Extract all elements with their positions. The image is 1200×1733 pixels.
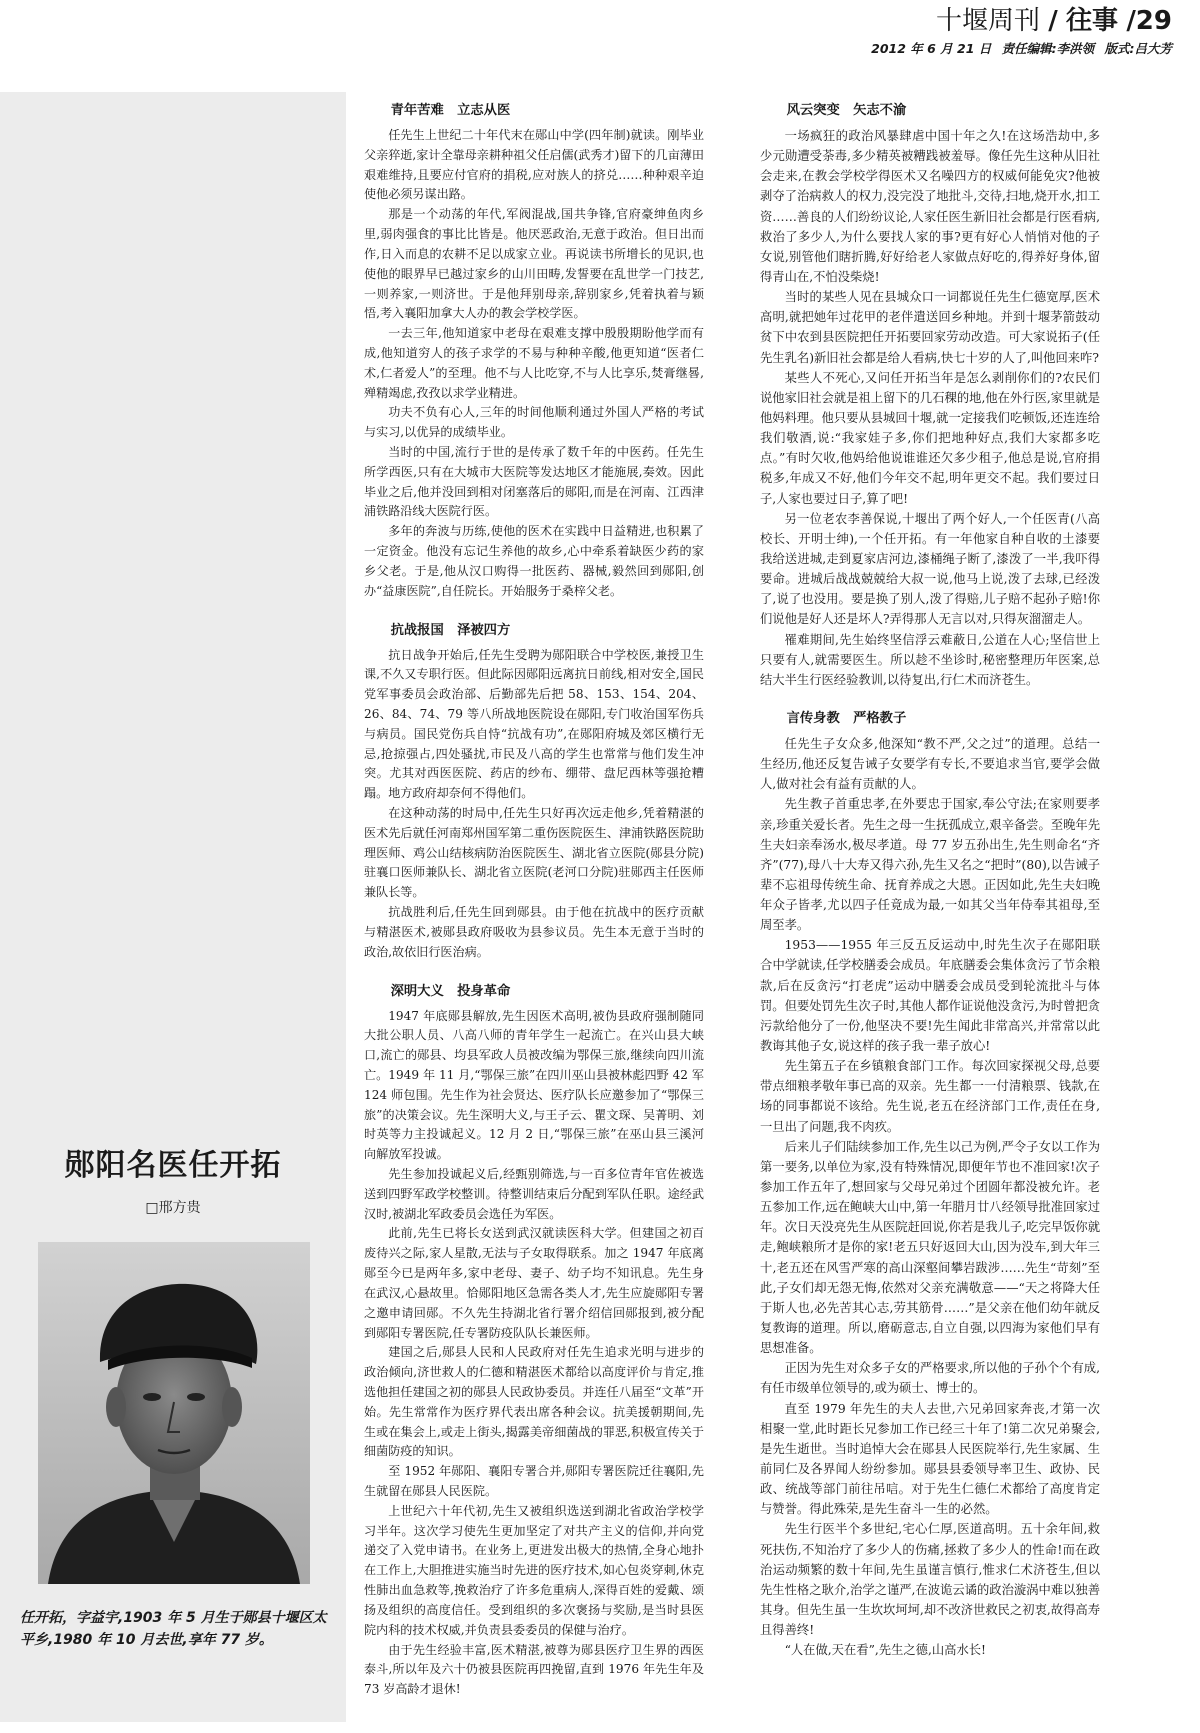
article-column-1 (364, 96, 704, 1700)
section-name: 往事 (1066, 6, 1119, 36)
section-heading: 深明大义 投身革命 (390, 983, 511, 999)
portrait-photo (38, 1242, 310, 1584)
section-heading: 抗战报国 泽被四方 (390, 622, 511, 638)
body-paragraph: 后来儿子们陆续参加工作,先生以己为例,严令子女以工作为第一要务,以单位为家,没有特殊情况,即便年节也不准回家!次子参加工作五年了,想回家与父母兄弟过个团圆年都没被允许。老五参加工作,远在鲍峡大山中,第一年腊月廿八经领导批准回家过年。次日天没亮先生从医院赶回说,你若是我儿子,吃完早饭你就走,鲍峡粮所才是你的家!老五只好返回大山,因为没车,到大年三十,老五还在风雪严寒的高山深壑间攀岩跋涉……先生“苛刻”至此,子女们却无怨无悔,依然对父亲充满敬意——“天之将降大任于斯人也,必先苦其心志,劳其筋骨……”是父亲在他们幼年就反复教诲的道理。所以,磨砺意志,自立自强,以四海为家他们早有思想准备。 (760, 1139, 1100, 1356)
body-paragraph: 任先生子女众多,他深知“教不严,父之过”的道理。总结一生经历,他还反复告诫子女要学有专长,不要追求当官,要学会做人,做对社会有益有贡献的人。 (760, 736, 1100, 792)
body-paragraph: 直至 1979 年先生的夫人去世,六兄弟回家奔丧,才第一次相聚一堂,此时距长兄参加工作已经三十年了!第二次兄弟聚会,是先生逝世。当时追悼大会在郧县人民医院举行,先生家属、生前同仁及各界闻人纷纷参加。郧县县委领导率卫生、政协、民政、统战等部门前往吊唁。对于先生仁德仁术都给了高度肯定与赞誉。得此殊荣,是先生奋斗一生的必然。 (760, 1401, 1100, 1517)
layout-credit: 版式:吕大芳 (1104, 41, 1172, 56)
body-paragraph: 由于先生经验丰富,医术精湛,被尊为郧县医疗卫生界的西医泰斗,所以年及六十仍被县医院再四挽留,直到 1976 年先生年及 73 岁高龄才退休! (364, 1642, 704, 1697)
body-paragraph: 罹难期间,先生始终坚信浮云难蔽日,公道在人心;坚信世上只要有人,就需要医生。所以趁不坐诊时,秘密整理历年医案,总结大半生行医经验教训,以待复出,行仁术而济苍生。 (760, 632, 1100, 687)
section-gap (760, 690, 1100, 704)
article-headline: 郧阳名医任开拓 (64, 1148, 282, 1183)
body-paragraph: 先生第五子在乡镇粮食部门工作。每次回家探视父母,总要带点细粮孝敬年事已高的双亲。先生都一一付清粮票、钱款,在场的同事都说不该给。先生说,老五在经济部门工作,责任在身,一旦出了问题,我不肉疚。 (760, 1059, 1100, 1134)
section-heading: 青年苦难 立志从医 (390, 103, 511, 118)
article-byline: □邢方贵 (145, 1200, 201, 1216)
body-paragraph: 某些人不死心,又问任开拓当年是怎么剥削你们的?农民们说他家旧社会就是祖上留下的几石稞的地,他在外行医,家里就是他妈料理。他只要从县城回十堰,就一定接我们吃顿饭,还连连给我们敬酒,说:“我家娃子多,你们把地种好点,我们大家都多吃点。”有时欠收,他妈给他说谁谁还欠多少租子,他总是说,官府捐税多,年成又不好,他们今年交不起,明年更交不起。我们要过日子,人家也要过日子,算了吧! (760, 370, 1100, 506)
body-paragraph: 至 1952 年郧阳、襄阳专署合并,郧阳专署医院迁往襄阳,先生就留在郧县人民医院。 (364, 1464, 704, 1498)
title-sidebar (0, 92, 346, 1722)
body-paragraph: 任先生上世纪二十年代末在郧山中学(四年制)就读。刚毕业父亲猝逝,家计全靠母亲耕种祖父任启儒(武秀才)留下的几亩薄田艰难维持,且要应付官府的捐税,应对族人的挤兑……种种艰辛迫使他必须另谋出路。 (364, 128, 704, 202)
body-paragraph: 功夫不负有心人,三年的时间他顺利通过外国人严格的考试与实习,以优异的成绩毕业。 (364, 405, 704, 440)
body-paragraph: 上世纪六十年代初,先生又被组织选送到湖北省政治学校学习半年。这次学习使先生更加坚定了对共产主义的信仰,并向党递交了入党申请书。在业务上,更进发出极大的热情,全身心地扑在工作上,大胆推进实施当时先进的医疗技术,如心包炎穿刺,休克性肺出血急救等,挽救治疗了许多危重病人,深得百姓的爱戴、颂扬及组织的高度信任。受到组织的多次褒扬与奖励,是当时县医院内科的技术权威,并负责县委委员的保健与治疗。 (364, 1503, 704, 1637)
body-paragraph: 一去三年,他知道家中老母在艰难支撑中殷殷期盼他学而有成,他知道穷人的孩子求学的不易与种种辛酸,他更知道“医者仁术,仁者爱人”的至理。他不与人比吃穿,不与人比享乐,焚膏继晷,殚精竭虑,孜孜以求学业精进。 (364, 326, 704, 400)
editor-credit: 责任编辑:李洪领 (1001, 41, 1095, 56)
body-paragraph: 抗战胜利后,任先生回到郧县。由于他在抗战中的医疗贡献与精湛医术,被郧县政府吸收为县参议员。先生本无意于当时的政治,故依旧行医治病。 (364, 905, 704, 959)
body-paragraph: 多年的奔波与历练,使他的医术在实践中日益精进,也积累了一定资金。他没有忘记生养他的故乡,心中牵系着缺医少药的家乡父老。于是,他从汉口购得一批医药、器械,毅然回到郧阳,创办“益康医院”,自任院长。开始服务于桑梓父老。 (364, 524, 704, 598)
page-header (865, 6, 1172, 57)
body-paragraph: 一场疯狂的政治风暴肆虐中国十年之久!在这场浩劫中,多少元勋遭受荼毒,多少精英被糟践被羞辱。像任先生这种从旧社会走来,在教会学校学得医术又名噪四方的权威何能免灾?他被剥夺了治病救人的权力,没完没了地批斗,交待,扫地,烧开水,扣工资……善良的人们纷纷议论,人家任医生新旧社会都是行医看病,救治了多少人,为什么要找人家的事?更有好心人悄悄对他的子女说,别管他们瞎折腾,好好给老人家做点好吃的,得养好身体,留得青山在,不怕没柴烧! (760, 129, 1100, 284)
body-paragraph: 先生教子首重忠孝,在外要忠于国家,奉公守法;在家则要孝亲,珍重关爱长者。先生之母一生抚孤成立,艰辛备尝。至晚年先生夫妇亲奉汤水,极尽孝道。母 77 岁五孙出生,先生则命名“齐齐”(77),母八十大寿又得六孙,先生又名之“把时”(80),以告诫子辈不忘祖母传统生命、抚育养成之大恩。正因如此,先生夫妇晚年众子皆孝,尤以四子任竟成为最,一如其父当年侍奉其祖母,至周至孝。 (760, 797, 1100, 933)
body-paragraph: 在这种动荡的时局中,任先生只好再次远走他乡,凭着精湛的医术先后就任河南郑州国军第二重伤医院医生、津浦铁路医院助理医师、鸡公山结核病防治医院医生、湖北省立医院(郧县分院)驻襄口医师兼队长、湖北省立医院(老河口分院)驻郧西主任医师兼队长等。 (364, 806, 704, 900)
body-paragraph: 先生参加投诚起义后,经甄别筛选,与一百多位青年官佐被选送到四野军政学校整训。待整训结束后分配到军队任职。途经武汉时,被湖北军政委员会选任为军医。 (364, 1167, 704, 1221)
issue-date: 2012 年 6 月 21 日 (871, 41, 992, 56)
body-paragraph: 1947 年底郧县解放,先生因医术高明,被伪县政府强制随同大批公职人员、八高八师的青年学生一起流亡。在兴山县大峡口,流亡的郧县、均县军政人员被改编为鄂保三旅,继续向四川流亡。1949 年 11 月,“鄂保三旅”在四川巫山县被林彪四野 42 军 124 师包围。先生作为社会贤达、医疗队长应邀参加了“鄂保三旅”的决策会议。先生深明大义,与王子云、瞿文琛、吴菁明、刘时英等力主投诚起义。12 月 2 日,“鄂保三旅”在巫山县三溪河向解放军投诚。 (364, 1008, 704, 1162)
photo-caption: 任开拓，字益宇,1903 年 5 月生于郧县十堰区太平乡,1980 年 10 月去世,享年 77 岁。 (20, 1610, 327, 1648)
page-number: /29 (1126, 6, 1172, 36)
body-paragraph: 当时的中国,流行于世的是传承了数千年的中医药。任先生所学西医,只有在大城市大医院等发达地区才能施展,奏效。因此毕业之后,他并没回到相对闭塞落后的郧阳,而是在河南、江西津浦铁路沿线大医院行医。 (364, 445, 704, 519)
issue-meta (865, 39, 1172, 57)
section-gap (364, 963, 704, 977)
section-gap (364, 602, 704, 616)
body-paragraph: 1953——1955 年三反五反运动中,时先生次子在郧阳联合中学就读,任学校膳委会成员。年底膳委会集体贪污了节余粮款,后在反贪污“打老虎”运动中膳委会成员受到轮流批斗与体罚。但要处罚先生次子时,其他人都作证说他没贪污,为时曾把贪污款给他分了一份,他坚决不要!先生闻此非常高兴,并常常以此教诲其他子女,说这样的孩子我一辈子放心! (760, 938, 1100, 1054)
body-paragraph: 那是一个动荡的年代,军阀混战,国共争锋,官府豪绅鱼肉乡里,弱肉强食的事比比皆是。他厌恶政治,无意于政治。但日出而作,日入而息的农耕不足以成家立业。再说读书所增长的见识,也使他的眼界早已越过家乡的山川田畴,发誓要在乱世学一门技艺,一则养家,一则济世。于是他拜别母亲,辞别家乡,凭着执着与颖悟,考入襄阳加拿大人办的教会学校学医。 (364, 207, 704, 321)
body-paragraph: 建国之后,郧县人民和人民政府对任先生追求光明与进步的政治倾向,济世救人的仁德和精湛医术都给以高度评价与肯定,推选他担任建国之初的郧县人民政协委员。并连任八届至“文革”开始。先生常常作为医疗界代表出席各种会议。抗美援朝期间,先生或在集会上,或走上街头,揭露美帝细菌战的罪恶,积极宣传关于细菌防疫的知识。 (364, 1345, 704, 1459)
masthead-separator: / (1048, 6, 1058, 36)
masthead (865, 6, 1172, 36)
body-paragraph: 另一位老农李善保说,十堰出了两个好人,一个任医青(八高校长、开明士绅),一个任开拓。有一年他家自种自收的土漆要我给送进城,走到夏家店河边,漆桶绳子断了,漆泼了一半,我吓得要命。进城后战战兢兢给大叔一说,他马上说,泼了去球,已经泼了,说了也没用。要是换了别人,泼了得赔,儿子赔不起孙子赔!你们说他是好人还是坏人?弄得那人无言以对,只得灰溜溜走人。 (760, 511, 1100, 627)
body-paragraph: 正因为先生对众多子女的严格要求,所以他的子孙个个有成,有任市级单位领导的,或为硕士、博士的。 (760, 1361, 1100, 1396)
body-paragraph: “人在做,天在看”,先生之德,山高水长! (784, 1643, 986, 1658)
body-paragraph: 此前,先生已将长女送到武汉就读医科大学。但建国之初百废待兴之际,家人星散,无法与子女取得联系。加之 1947 年底离郧至今已是两年多,家中老母、妻子、幼子均不知讯息。先生身在武汉,心悬故里。恰郧阳地区急需各类人才,先生应旋郧阳专署之邀申请回郧。不久先生持湖北省行署介绍信回郧报到,被分配到郧阳专署医院,任专署防疫队队长兼医师。 (364, 1226, 704, 1340)
body-paragraph: 当时的某些人见在县城众口一词都说任先生仁德宽厚,医术高明,就把她年过花甲的老伴遣送回乡种地。并到十堰茅箭鼓动贫下中农到县医院把任开拓要回家劳动改造。可大家说拓子(任先生乳名)新旧社会都是给人看病,快七十岁的人了,叫他回来咋? (760, 290, 1100, 365)
article-column-2 (760, 96, 1100, 1660)
section-heading: 言传身教 严格教子 (786, 710, 907, 726)
body-paragraph: 先生行医半个多世纪,宅心仁厚,医道高明。五十余年间,救死扶伤,不知治疗了多少人的伤痛,拯救了多少人的性命!而在政治运动频繁的数十年间,先生虽谨言慎行,惟求仁术济苍生,但以先生性格之耿介,治学之谨严,在波诡云谲的政治漩涡中难以独善其身。但先生虽一生坎坎坷坷,却不改济世救民之初衷,故得高寿且得善终! (760, 1522, 1100, 1638)
body-paragraph: 抗日战争开始后,任先生受聘为郧阳联合中学校医,兼授卫生课,不久又专职行医。但此际因郧阳远离抗日前线,相对安全,国民党军事委员会政治部、后勤部先后把 58、153、154、204、26、84、74、79 等八所战地医院设在郧阳,专门收治国军伤兵与病员。国民党伤兵自恃“抗战有功”,在郧阳府城及郊区横行无忌,抢掠强占,四处骚扰,市民及八高的学生也常常与他们发生冲突。尤其对西医医院、药店的纱布、绷带、盘尼西林等强抢糟蹋。地方政府却奈何不得他们。 (364, 647, 704, 801)
section-heading: 风云突变 矢志不渝 (786, 103, 907, 118)
publication-name: 十堰周刊 (935, 6, 1040, 36)
